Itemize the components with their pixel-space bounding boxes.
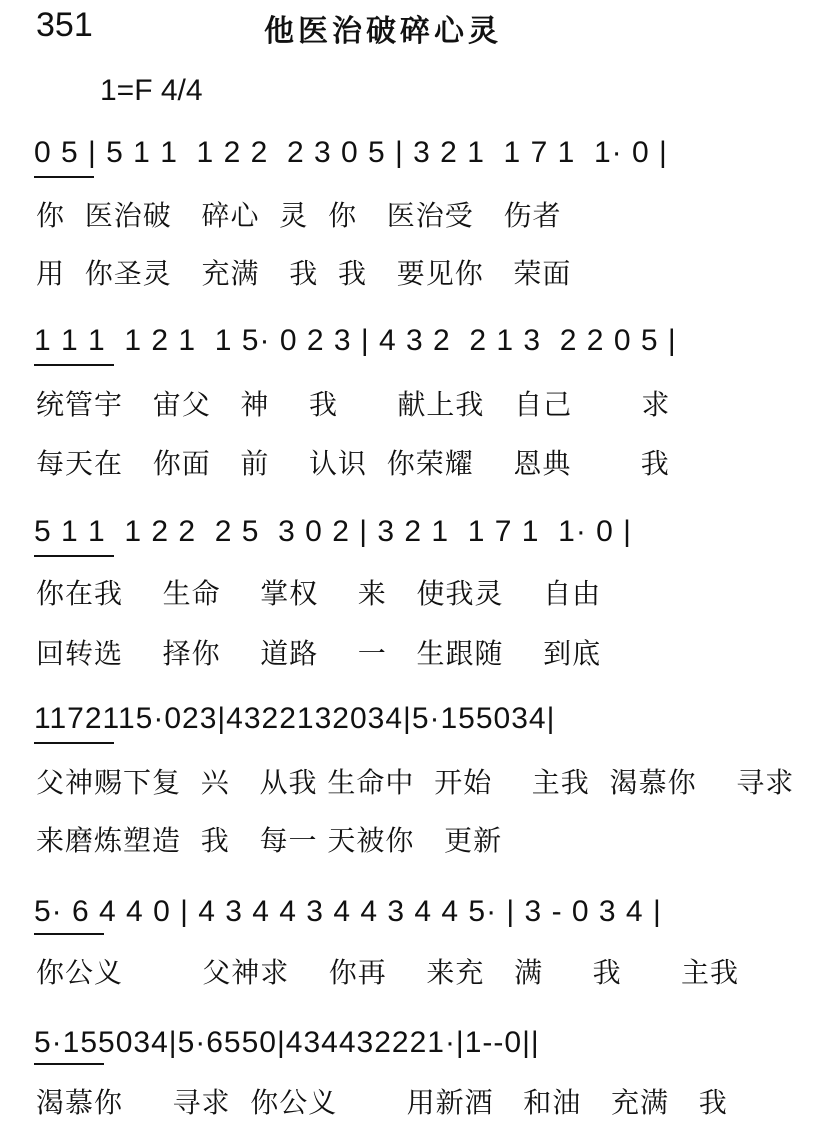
lyric-line-3a: 你在我 生命 掌权 来 使我灵 自由 xyxy=(36,577,602,610)
notes-line-3: 5 1 1 1 2 2 2 5 3 0 2 | 3 2 1 1 7 1 1· 0 | xyxy=(34,515,632,548)
beam-line xyxy=(34,176,94,178)
lyric-line-2b: 每天在 你面 前 认识 你荣耀 恩典 我 xyxy=(36,447,670,480)
lyric-line-4a: 父神赐下复 兴 从我 生命中 开始 主我 渴慕你 寻求 xyxy=(36,766,795,799)
lyric-line-1b: 用 你圣灵 充满 我 我 要见你 荣面 xyxy=(36,257,572,290)
notes-line-6: 5·155034|5·6550|434432221·|1--0|| xyxy=(34,1026,540,1059)
beam-line xyxy=(34,742,114,744)
beam-line xyxy=(34,555,114,557)
lyric-line-2a: 统管宇 宙父 神 我 献上我 自己 求 xyxy=(36,388,671,421)
lyric-line-3b: 回转选 择你 道路 一 生跟随 到底 xyxy=(36,637,602,670)
lyric-line-5a: 你公义 父神求 你再 来充 满 我 主我 xyxy=(36,956,740,989)
notes-line-4: 1172115·023|4322132034|5·155034| xyxy=(34,702,556,735)
beam-line xyxy=(34,933,104,935)
notes-line-1: 0 5 | 5 1 1 1 2 2 2 3 0 5 | 3 2 1 1 7 1 1· 0 | xyxy=(34,136,668,169)
song-title: 他医治破碎心灵 xyxy=(264,14,502,49)
key-signature: 1=F 4/4 xyxy=(100,74,203,107)
lyric-line-1a: 你 医治破 碎心 灵 你 医治受 伤者 xyxy=(36,199,562,232)
notes-line-5: 5· 6 4 4 0 | 4 3 4 4 3 4 4 3 4 4 5· | 3 - 0 3 4 | xyxy=(34,895,662,928)
lyric-line-6a: 渴慕你 寻求 你公义 用新酒 和油 充满 我 xyxy=(36,1086,728,1119)
beam-line xyxy=(34,364,114,366)
notes-line-2: 1 1 1 1 2 1 1 5· 0 2 3 | 4 3 2 2 1 3 2 2 0 5 | xyxy=(34,324,677,357)
beam-line xyxy=(34,1063,104,1065)
song-number: 351 xyxy=(36,6,93,44)
lyric-line-4b: 来磨炼塑造 我 每一 天被你 更新 xyxy=(36,824,503,857)
